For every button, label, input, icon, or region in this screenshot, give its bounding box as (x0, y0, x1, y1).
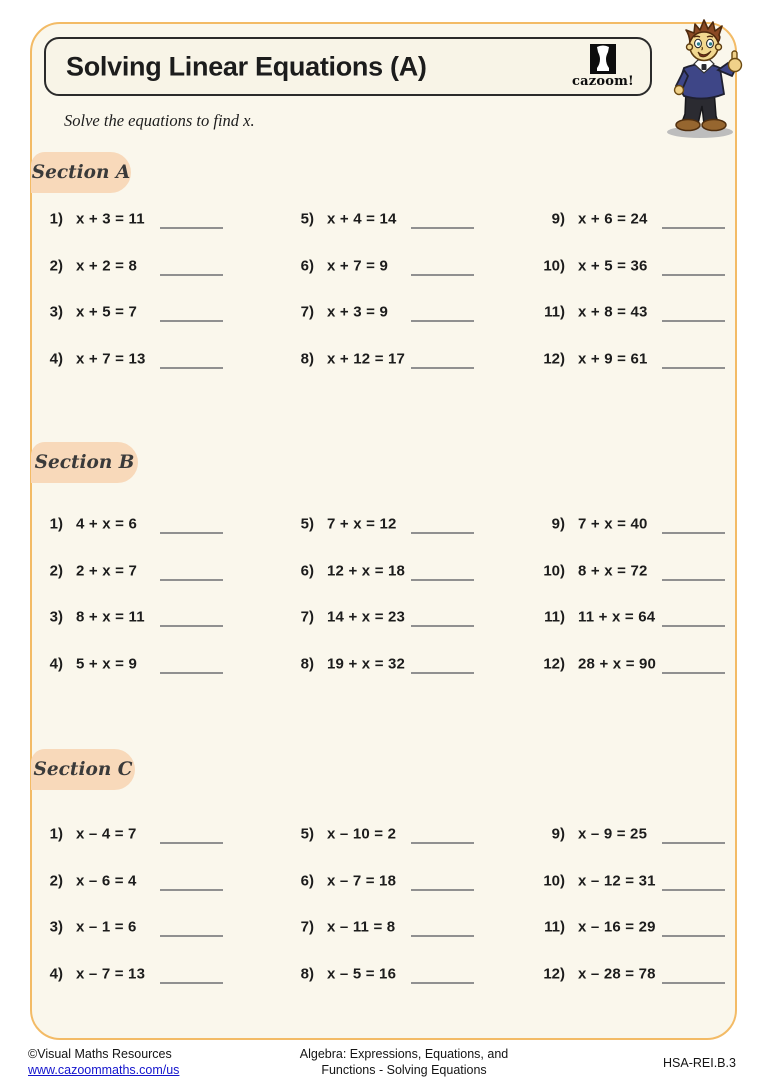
equation-text: x – 1 = 6 (76, 918, 137, 936)
equation-text: x + 6 = 24 (578, 210, 648, 228)
equation-text: 2 + x = 7 (76, 562, 138, 580)
answer-blank[interactable] (662, 982, 725, 984)
item-number: 6) (300, 257, 314, 275)
item-number: 9) (551, 825, 565, 843)
answer-blank[interactable] (411, 982, 474, 984)
answer-blank[interactable] (160, 672, 223, 674)
answer-blank[interactable] (411, 579, 474, 581)
answer-blank[interactable] (160, 274, 223, 276)
item-number: 11) (544, 608, 565, 626)
answer-blank[interactable] (662, 227, 725, 229)
equation-text: x + 4 = 14 (327, 210, 397, 228)
equation-item (36, 196, 287, 243)
equation-item (36, 951, 287, 998)
equation-text: 4 + x = 6 (76, 515, 138, 533)
answer-blank[interactable] (411, 625, 474, 627)
equation-text: 12 + x = 18 (327, 562, 406, 580)
equation-text: 28 + x = 90 (578, 655, 657, 673)
item-number: 2) (49, 872, 63, 890)
equation-item (538, 336, 768, 383)
item-number: 4) (49, 965, 63, 983)
answer-blank[interactable] (411, 320, 474, 322)
equation-item (36, 501, 287, 548)
equation-item (287, 336, 538, 383)
answer-blank[interactable] (160, 579, 223, 581)
equation-text: x – 9 = 25 (578, 825, 648, 843)
section-b-header: Section B (31, 442, 138, 483)
item-number: 5) (300, 210, 314, 228)
equation-item (538, 951, 768, 998)
equation-text: x – 4 = 7 (76, 825, 137, 843)
item-number: 8) (300, 655, 314, 673)
item-number: 12) (543, 350, 565, 368)
section-b-equations (36, 501, 768, 687)
answer-blank[interactable] (160, 367, 223, 369)
answer-blank[interactable] (411, 672, 474, 674)
answer-blank[interactable] (160, 935, 223, 937)
answer-blank[interactable] (662, 320, 725, 322)
equation-text: x – 5 = 16 (327, 965, 397, 983)
cazoom-logo-text: cazoom! (572, 74, 634, 89)
equation-item (538, 641, 768, 688)
item-number: 3) (49, 303, 63, 321)
answer-blank[interactable] (662, 532, 725, 534)
equation-text: x + 7 = 9 (327, 257, 389, 275)
item-number: 7) (300, 918, 314, 936)
answer-blank[interactable] (662, 367, 725, 369)
section-c-header: Section C (31, 749, 135, 790)
item-number: 1) (49, 210, 63, 228)
equation-text: x – 12 = 31 (578, 872, 656, 890)
answer-blank[interactable] (411, 274, 474, 276)
equation-text: 7 + x = 40 (578, 515, 648, 533)
copyright-text: ©Visual Maths Resources (28, 1047, 172, 1061)
section-a-header: Section A (31, 152, 131, 193)
equation-item (36, 548, 287, 595)
answer-blank[interactable] (662, 579, 725, 581)
equation-text: x + 12 = 17 (327, 350, 406, 368)
item-number: 7) (300, 303, 314, 321)
answer-blank[interactable] (411, 367, 474, 369)
item-number: 1) (49, 515, 63, 533)
equation-text: x + 5 = 36 (578, 257, 648, 275)
equation-text: x + 3 = 11 (76, 210, 145, 228)
item-number: 11) (544, 918, 565, 936)
equation-text: x – 16 = 29 (578, 918, 656, 936)
equation-text: x + 3 = 9 (327, 303, 389, 321)
cazoom-logo-icon (590, 44, 616, 74)
equation-text: 11 + x = 64 (578, 608, 656, 626)
equation-item (538, 594, 768, 641)
equation-item (287, 811, 538, 858)
equation-item (287, 951, 538, 998)
equation-item (36, 594, 287, 641)
item-number: 7) (300, 608, 314, 626)
answer-blank[interactable] (160, 842, 223, 844)
instruction-text: Solve the equations to find x. (64, 111, 255, 130)
equation-item (538, 811, 768, 858)
standard-code: HSA-REI.B.3 (663, 1056, 736, 1070)
website-link[interactable]: www.cazoommaths.com/us (28, 1063, 180, 1077)
equation-text: x – 6 = 4 (76, 872, 137, 890)
item-number: 10) (543, 872, 565, 890)
item-number: 8) (300, 350, 314, 368)
equation-item (287, 858, 538, 905)
equation-item (36, 904, 287, 951)
answer-blank[interactable] (160, 889, 223, 891)
equation-item (287, 243, 538, 290)
answer-blank[interactable] (160, 227, 223, 229)
item-number: 4) (49, 350, 63, 368)
equation-item (287, 501, 538, 548)
equation-item (538, 858, 768, 905)
item-number: 6) (300, 562, 314, 580)
equation-item (36, 811, 287, 858)
footer-topic (234, 1046, 574, 1078)
answer-blank[interactable] (662, 274, 725, 276)
item-number: 8) (300, 965, 314, 983)
equation-item (36, 243, 287, 290)
item-number: 9) (551, 210, 565, 228)
item-number: 2) (49, 257, 63, 275)
page-title: Solving Linear Equations (A) (66, 51, 427, 81)
item-number: 5) (300, 825, 314, 843)
item-number: 10) (543, 257, 565, 275)
title-box (44, 37, 652, 96)
equation-item (287, 594, 538, 641)
equation-text: 7 + x = 12 (327, 515, 397, 533)
item-number: 5) (300, 515, 314, 533)
item-number: 4) (49, 655, 63, 673)
answer-blank[interactable] (411, 842, 474, 844)
answer-blank[interactable] (662, 625, 725, 627)
item-number: 11) (544, 303, 565, 321)
equation-item (36, 336, 287, 383)
item-number: 1) (49, 825, 63, 843)
item-number: 12) (543, 965, 565, 983)
answer-blank[interactable] (662, 842, 725, 844)
answer-blank[interactable] (160, 320, 223, 322)
footer-attribution (28, 1046, 179, 1078)
item-number: 2) (49, 562, 63, 580)
equation-text: 8 + x = 72 (578, 562, 648, 580)
equation-item (287, 904, 538, 951)
equation-text: 14 + x = 23 (327, 608, 406, 626)
equation-item (287, 196, 538, 243)
item-number: 3) (49, 608, 63, 626)
answer-blank[interactable] (160, 532, 223, 534)
section-a-equations (36, 196, 768, 382)
equation-text: x + 8 = 43 (578, 303, 648, 321)
topic-line-1: Algebra: Expressions, Equations, and (299, 1047, 509, 1061)
equation-item (287, 641, 538, 688)
equation-text: x – 7 = 18 (327, 872, 397, 890)
answer-blank[interactable] (662, 889, 725, 891)
equation-item (538, 289, 768, 336)
equation-item (538, 501, 768, 548)
equation-text: x + 9 = 61 (578, 350, 648, 368)
equation-item (538, 243, 768, 290)
equation-item (538, 196, 768, 243)
equation-item (287, 289, 538, 336)
equation-text: 5 + x = 9 (76, 655, 138, 673)
equation-text: x + 2 = 8 (76, 257, 138, 275)
answer-blank[interactable] (160, 625, 223, 627)
item-number: 3) (49, 918, 63, 936)
equation-text: 8 + x = 11 (76, 608, 145, 626)
answer-blank[interactable] (160, 982, 223, 984)
answer-blank[interactable] (411, 532, 474, 534)
item-number: 12) (543, 655, 565, 673)
answer-blank[interactable] (411, 889, 474, 891)
answer-blank[interactable] (662, 672, 725, 674)
equation-text: x – 28 = 78 (578, 965, 656, 983)
equation-text: x + 7 = 13 (76, 350, 146, 368)
equation-item (36, 858, 287, 905)
cazoom-logo (572, 44, 634, 89)
item-number: 6) (300, 872, 314, 890)
answer-blank[interactable] (411, 935, 474, 937)
item-number: 9) (551, 515, 565, 533)
equation-item (538, 904, 768, 951)
section-c-equations (36, 811, 768, 997)
item-number: 10) (543, 562, 565, 580)
topic-line-2: Functions - Solving Equations (321, 1063, 487, 1077)
equation-text: x – 11 = 8 (327, 918, 396, 936)
equation-item (36, 641, 287, 688)
equation-text: x – 10 = 2 (327, 825, 397, 843)
equation-text: 19 + x = 32 (327, 655, 406, 673)
equation-text: x + 5 = 7 (76, 303, 138, 321)
answer-blank[interactable] (662, 935, 725, 937)
equation-item (538, 548, 768, 595)
equation-text: x – 7 = 13 (76, 965, 146, 983)
equation-item (36, 289, 287, 336)
answer-blank[interactable] (411, 227, 474, 229)
equation-item (287, 548, 538, 595)
mascot-boy-illustration (648, 18, 762, 140)
